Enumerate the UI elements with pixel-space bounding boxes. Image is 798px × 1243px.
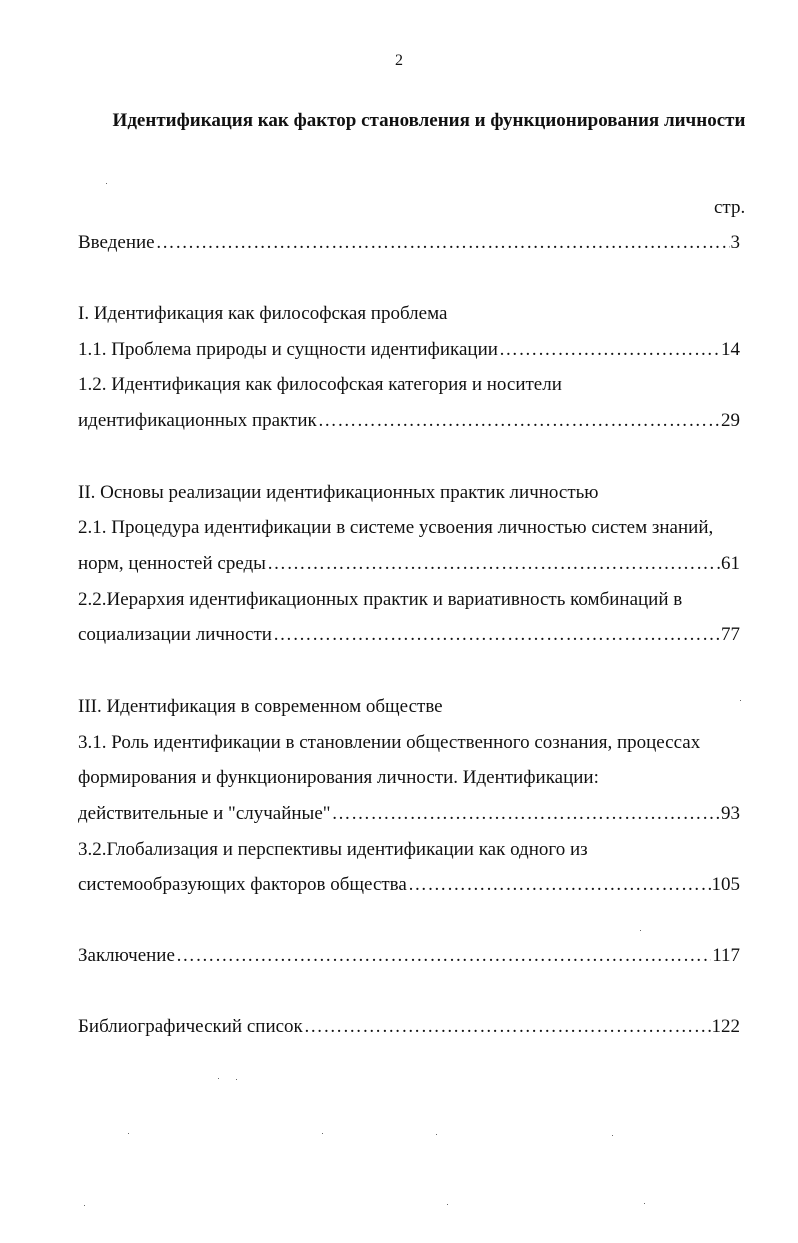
scan-speck xyxy=(612,1135,613,1136)
toc-entry-page: 29 xyxy=(721,410,740,431)
scan-speck xyxy=(436,1134,437,1135)
dot-leader xyxy=(332,802,720,826)
toc-entry-3-1-line1: 3.1. Роль идентификации в становлении общественного сознания, процессах xyxy=(78,732,701,753)
page-column-label: стр. xyxy=(714,197,746,218)
page-number: 2 xyxy=(395,52,403,69)
scan-speck xyxy=(218,1078,219,1079)
scan-speck xyxy=(84,1205,85,1206)
dot-leader xyxy=(408,873,711,897)
toc-entry-label: социализации личности xyxy=(78,624,272,645)
toc-entry-page: 14 xyxy=(721,339,740,360)
toc-entry-bibliography xyxy=(78,1015,740,1039)
toc-entry-1-2-line1: 1.2. Идентификация как философская категория и носители xyxy=(78,374,562,395)
toc-entry-introduction xyxy=(78,231,740,255)
dot-leader xyxy=(156,231,730,255)
chapter-3-heading: III. Идентификация в современном обществе xyxy=(78,696,443,717)
dot-leader xyxy=(273,623,720,647)
toc-entry-page: 122 xyxy=(711,1016,740,1037)
scan-speck xyxy=(740,700,741,701)
toc-entry-page: 3 xyxy=(730,232,740,253)
scan-speck xyxy=(128,1133,129,1134)
toc-entry-2-1-line1: 2.1. Процедура идентификации в системе усвоения личностью систем знаний, xyxy=(78,517,714,538)
toc-entry-2-1 xyxy=(78,552,740,576)
toc-entry-label: действительные и "случайные" xyxy=(78,803,331,824)
toc-entry-conclusion xyxy=(78,944,740,968)
toc-entry-3-2-line1: 3.2.Глобализация и перспективы идентификации как одного из xyxy=(78,839,588,860)
toc-entry-page: 77 xyxy=(721,624,740,645)
scan-speck xyxy=(640,930,641,931)
toc-entry-label: Библиографический список xyxy=(78,1016,303,1037)
scan-speck xyxy=(106,183,107,184)
toc-entry-label: 1.1. Проблема природы и сущности идентификации xyxy=(78,339,498,360)
dot-leader xyxy=(267,552,720,576)
toc-entry-2-2-line1: 2.2.Иерархия идентификационных практик и вариативность комбинаций в xyxy=(78,589,683,610)
dot-leader xyxy=(499,338,720,362)
toc-entry-1-2 xyxy=(78,409,740,433)
dot-leader xyxy=(304,1015,711,1039)
scan-speck xyxy=(447,1204,448,1205)
toc-entry-label: системообразующих факторов общества xyxy=(78,874,407,895)
toc-entry-page: 105 xyxy=(711,874,740,895)
toc-entry-label: Введение xyxy=(78,232,155,253)
dot-leader xyxy=(318,409,720,433)
chapter-2-heading: II. Основы реализации идентификационных практик личностью xyxy=(78,482,599,503)
toc-entry-3-1-line2: формирования и функционирования личности. Идентификации: xyxy=(78,767,599,788)
scan-speck xyxy=(322,1133,323,1134)
toc-entry-2-2 xyxy=(78,623,740,647)
document-title: Идентификация как фактор становления и функционирования личности xyxy=(112,110,746,131)
toc-entry-page: 61 xyxy=(721,553,740,574)
chapter-1-heading: I. Идентификация как философская проблема xyxy=(78,303,448,324)
toc-entry-page: 93 xyxy=(721,803,740,824)
toc-entry-label: Заключение xyxy=(78,945,175,966)
scan-speck xyxy=(644,1203,645,1204)
toc-entry-3-1 xyxy=(78,802,740,826)
toc-entry-label: идентификационных практик xyxy=(78,410,317,431)
dot-leader xyxy=(176,944,711,968)
scan-speck xyxy=(236,1079,237,1080)
toc-entry-3-2 xyxy=(78,873,740,897)
toc-entry-label: норм, ценностей среды xyxy=(78,553,266,574)
toc-entry-page: 117 xyxy=(712,945,740,966)
toc-entry-1-1 xyxy=(78,338,740,362)
